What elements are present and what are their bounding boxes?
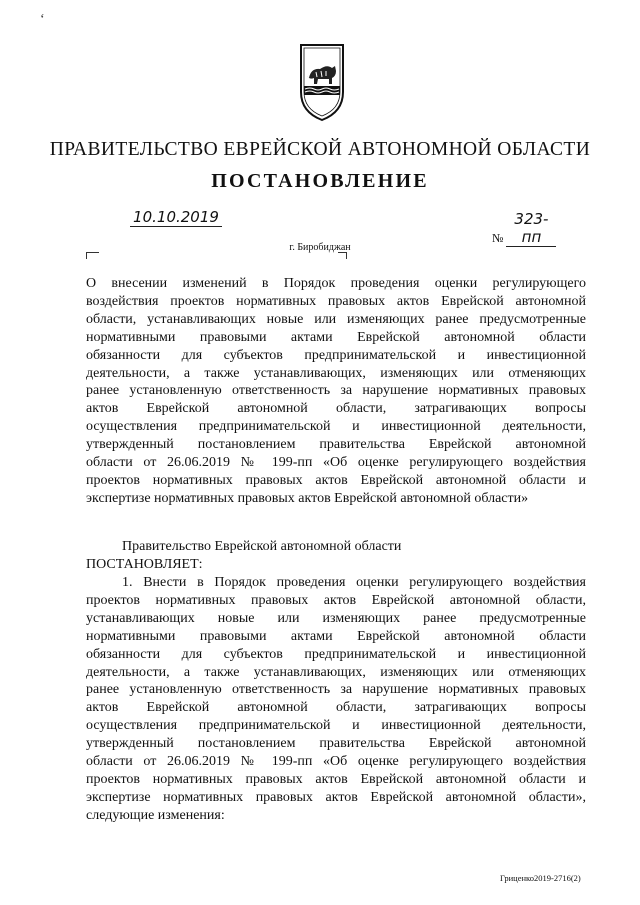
footer-code: Гриценко2019-2716(2)	[500, 873, 581, 883]
corner-mark: ʻ	[40, 12, 45, 27]
document-number: 323-пп	[506, 210, 556, 247]
item-line: утвержденный постановлением правительства Еврейской автономной	[86, 736, 586, 752]
item-line: актов Еврейской автономной области, затрагивающих вопросы	[86, 700, 586, 716]
government-line	[86, 538, 586, 556]
coat-of-arms-emblem	[296, 42, 348, 122]
city: г. Биробиджан	[289, 242, 351, 253]
item-line: следующие изменения:	[86, 807, 225, 823]
item-line: экспертизе нормативных правовых актов Еврейской автономной области»,	[86, 789, 586, 805]
government-title: ПРАВИТЕЛЬСТВО ЕВРЕЙСКОЙ АВТОНОМНОЙ ОБЛАСТИ	[49, 139, 591, 160]
subject-corner-right	[338, 252, 347, 259]
document-type: ПОСТАНОВЛЕНИЕ	[211, 170, 429, 192]
subject-line: обязанности для субъектов предпринимательской и инвестиционной	[86, 347, 586, 363]
subject-line: области от 26.06.2019 № 199-пп «Об оценке регулирующего воздействия	[86, 455, 586, 471]
subject-line: актов Еврейской автономной области, затрагивающих вопросы	[86, 401, 586, 417]
item-line: 1. Внести в Порядок проведения оценки регулирующего воздействия	[122, 575, 586, 590]
subject-line: нормативными правовыми актами Еврейской автономной области	[86, 329, 586, 345]
item-line: проектов нормативных правовых актов Еврейской автономной области,	[86, 592, 586, 608]
item-line: осуществления предпринимательской и инвестиционной деятельности,	[86, 718, 586, 734]
item-1	[86, 574, 586, 825]
subject-line: проектов нормативных правовых актов Еврейской автономной области и	[86, 472, 586, 488]
item-line: проектов нормативных правовых актов Еврейской автономной области и	[86, 771, 586, 787]
subject-line: ранее установленную ответственность за нарушение нормативных правовых	[86, 383, 586, 399]
subject-line: осуществления предпринимательской и инвестиционной деятельности,	[86, 419, 586, 435]
document-date: 10.10.2019	[130, 208, 222, 227]
item-line: нормативными правовыми актами Еврейской автономной области	[86, 628, 586, 644]
subject-line: О внесении изменений в Порядок проведения оценки регулирующего	[86, 276, 586, 291]
subject-line: экспертизе нормативных правовых актов Еврейской автономной области»	[86, 490, 529, 506]
item-line: обязанности для субъектов предпринимательской и инвестиционной	[86, 646, 586, 662]
resolves-text: ПОСТАНОВЛЯЕТ:	[86, 557, 203, 572]
item-line: деятельности, а также устанавливающих, изменяющих или отменяющих	[86, 664, 586, 680]
subject-line: утвержденный постановлением правительства Еврейской автономной	[86, 437, 586, 453]
document-subject	[86, 275, 586, 508]
item-line: области от 26.06.2019 № 199-пп «Об оценке регулирующего воздействия	[86, 754, 586, 770]
subject-line: деятельности, а также устанавливающих, изменяющих или отменяющих	[86, 365, 586, 381]
number-label: №	[492, 231, 504, 245]
subject-line: воздействия проектов нормативных правовых актов Еврейской автономной	[86, 293, 586, 309]
item-line: устанавливающих новые или изменяющих ранее предусмотренные	[86, 610, 586, 626]
resolves-heading	[86, 556, 586, 574]
subject-corner-left	[86, 252, 99, 259]
item-line: ранее установленную ответственность за нарушение нормативных правовых	[86, 682, 586, 698]
subject-line: области, устанавливающих новые или изменяющих ранее предусмотренные	[86, 311, 586, 327]
government-line-text: Правительство Еврейской автономной области	[122, 539, 402, 554]
